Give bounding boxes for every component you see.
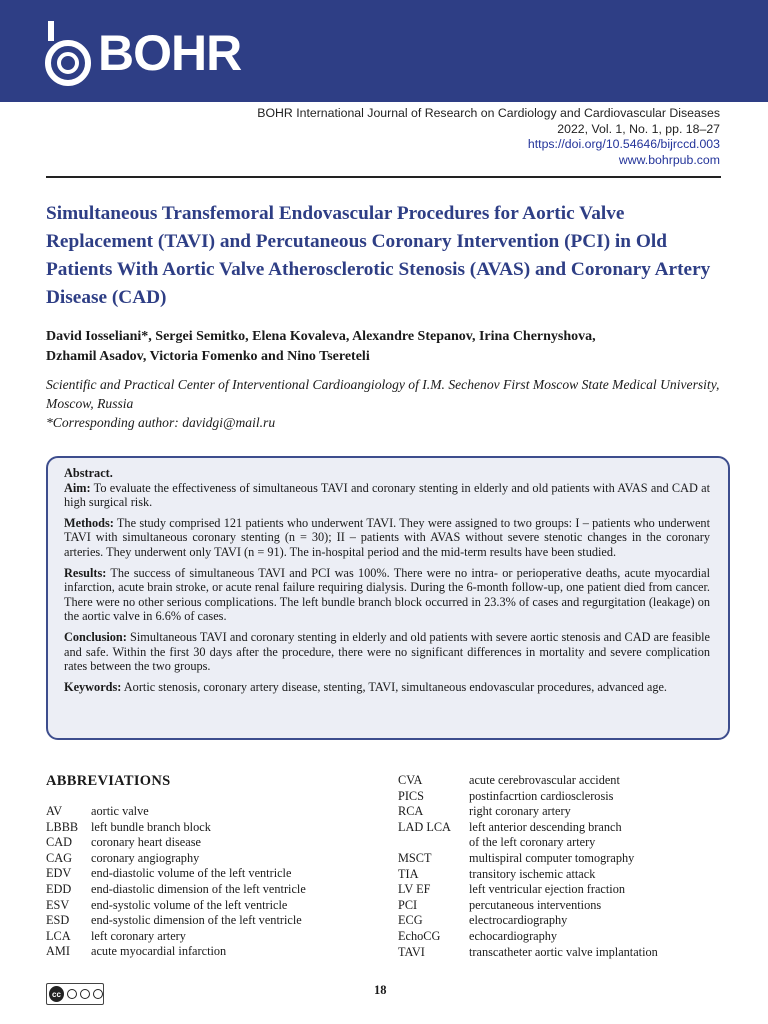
abbreviation-value: right coronary artery <box>469 804 571 819</box>
abbreviation-value: acute cerebrovascular accident <box>469 773 620 787</box>
abbreviation-key: EDD <box>46 881 72 896</box>
abbreviation-key: AMI <box>46 944 70 959</box>
abbreviation-value: end-diastolic volume of the left ventricle <box>91 866 292 881</box>
abbreviation-key: TAVI <box>398 944 425 959</box>
keywords-label: Keywords: <box>64 679 122 694</box>
methods-label: Methods: <box>64 515 114 530</box>
doi-link[interactable]: https://doi.org/10.54646/bijrccd.003 <box>527 137 720 152</box>
abbreviation-row <box>46 882 356 898</box>
abbreviation-key: CAG <box>46 850 72 865</box>
abbreviation-row <box>398 835 728 851</box>
abbreviation-value: of the left coronary artery <box>469 835 596 850</box>
abbreviation-value: end-systolic volume of the left ventricle <box>91 897 288 912</box>
abbreviation-value: transitory ischemic attack <box>469 866 596 881</box>
aim-label: Aim: <box>64 480 91 495</box>
abbreviation-row <box>398 789 728 805</box>
abbreviation-key: EDV <box>46 866 72 881</box>
abbreviations-left-column <box>46 804 356 960</box>
abbreviation-key: PCI <box>398 897 418 912</box>
abbreviation-row <box>46 851 356 867</box>
abbreviation-row <box>398 898 728 914</box>
abbreviations-heading: ABBREVIATIONS <box>46 773 171 789</box>
abbreviation-row <box>398 913 728 929</box>
nd-icon <box>93 989 103 999</box>
abbreviation-key: ESD <box>46 913 70 928</box>
abbreviation-row <box>398 820 728 836</box>
abstract-heading: Abstract. <box>64 466 113 480</box>
abbreviation-value: left ventricular ejection fraction <box>469 882 626 897</box>
abbreviation-value: left anterior descending branch <box>469 819 622 834</box>
abbreviation-key: PICS <box>398 788 424 803</box>
abbreviation-key: CAD <box>46 835 72 850</box>
journal-issue: 2022, Vol. 1, No. 1, pp. 18–27 <box>557 121 720 136</box>
header-banner <box>0 0 768 102</box>
abbreviation-value: end-systolic dimension of the left ventricle <box>91 913 302 928</box>
abbreviation-key <box>398 835 469 851</box>
license-terms-icons <box>67 989 103 999</box>
abbreviation-key: EchoCG <box>398 928 441 943</box>
abbreviation-value: electrocardiography <box>469 913 568 928</box>
abbreviation-key: CVA <box>398 773 423 787</box>
abbreviation-row <box>46 820 356 836</box>
abbreviation-value: aortic valve <box>91 804 149 818</box>
author-list <box>46 327 726 367</box>
logo-text: BOHR <box>98 25 242 81</box>
cc-logo-icon: cc <box>49 986 64 1002</box>
keywords-text: Aortic stenosis, coronary artery disease, stenting, TAVI, simultaneous endovascular procedures, advanced age. <box>121 679 667 694</box>
article-title: Simultaneous Transfemoral Endovascular Procedures for Aortic Valve Replacement (TAVI) and Percutaneous Coronary Intervention (PCI) in Old Patients With Aortic Valve Atherosclerotic Stenosis (AVAS) and Coronary Artery Disease (CAD) <box>46 203 711 308</box>
abbreviation-row <box>398 773 728 789</box>
journal-name: BOHR International Journal of Research on Cardiology and Cardiovascular Diseases <box>257 106 720 120</box>
abbreviation-key: RCA <box>398 804 424 819</box>
abbreviation-row <box>398 867 728 883</box>
abbreviation-value: left bundle branch block <box>91 819 211 834</box>
header-rule <box>46 176 721 178</box>
abbreviation-key: MSCT <box>398 850 432 865</box>
abbreviation-key: LV EF <box>398 882 431 897</box>
abbreviation-value: transcatheter aortic valve implantation <box>469 944 658 959</box>
authors-line-2: Dzhamil Asadov, Victoria Fomenko and Nino Tsereteli <box>46 349 370 364</box>
abbreviation-value: postinfacrtion cardiosclerosis <box>469 788 614 803</box>
abbreviation-row <box>398 851 728 867</box>
abbreviation-value: acute myocardial infarction <box>91 944 227 959</box>
affiliation: Scientific and Practical Center of Interventional Cardioangiology of I.M. Sechenov First Moscow State Medical University, Moscow, Russia <box>46 377 720 411</box>
results-text: The success of simultaneous TAVI and PCI was 100%. There were no intra- or perioperative deaths, acute myocardial infarction, acute brain stroke, or acute renal failure requiring dialysis. During the 6-month follow-up, one patient died from cancer. There were no other serious complications. The left bundle branch block occurred in 23.3% of cases and regurgitation (leakage) on the aortic valve in 6.6% of cases. <box>64 565 710 624</box>
affiliation-block <box>46 375 726 432</box>
abbreviation-row <box>46 913 356 929</box>
abbreviation-key: ECG <box>398 913 423 928</box>
abbreviation-value: percutaneous interventions <box>469 897 602 912</box>
by-icon <box>67 989 77 999</box>
abbreviation-row <box>46 866 356 882</box>
abbreviation-value: left coronary artery <box>91 928 186 943</box>
abbreviation-row <box>46 929 356 945</box>
abbreviation-row <box>46 804 356 820</box>
abbreviation-key: AV <box>46 804 63 818</box>
abbreviation-key: ESV <box>46 897 70 912</box>
conclusion-text: Simultaneous TAVI and coronary stenting in elderly and old patients with severe aortic stenosis and CAD are feasible and safe. Within the first 30 days after the procedure, there were no significant differences in mortality and severe complication rates between the two groups. <box>64 629 710 674</box>
authors-line-1: David Iosseliani*, Sergei Semitko, Elena Kovaleva, Alexandre Stepanov, Irina Chernyshova, <box>46 329 596 344</box>
abbreviation-row <box>398 945 728 961</box>
abbreviation-row <box>398 804 728 820</box>
abbreviation-key: LBBB <box>46 819 79 834</box>
journal-info <box>257 106 720 168</box>
website-link[interactable]: www.bohrpub.com <box>618 152 720 167</box>
abbreviation-key: LAD LCA <box>398 819 451 834</box>
abbreviation-value: multispiral computer tomography <box>469 850 635 865</box>
bohr-logo <box>44 19 241 87</box>
abbreviation-row <box>46 898 356 914</box>
abbreviation-value: end-diastolic dimension of the left ventricle <box>91 881 306 896</box>
abbreviation-value: coronary heart disease <box>91 835 201 850</box>
abbreviation-value: coronary angiography <box>91 850 200 865</box>
page-number: 18 <box>374 983 387 997</box>
abbreviation-row <box>46 835 356 851</box>
abbreviation-row <box>398 882 728 898</box>
nc-icon <box>80 989 90 999</box>
abbreviation-key: LCA <box>46 928 71 943</box>
abbreviations-right-column <box>398 773 728 960</box>
results-label: Results: <box>64 565 107 580</box>
abbreviation-value: echocardiography <box>469 928 558 943</box>
conclusion-label: Conclusion: <box>64 629 127 644</box>
methods-text: The study comprised 121 patients who underwent TAVI. They were assigned to two groups: I – patients who underwent TAVI with simultaneous coronary stenting (n = 30); II – patients with AVAS without severe stenotic changes in the coronary arteries. They underwent only TAVI (n = 91). The in-hospital period and the mid-term results have been studied. <box>64 515 710 559</box>
abbreviation-key: TIA <box>398 866 419 881</box>
bohr-logo-icon <box>44 19 92 87</box>
corresponding-author: *Corresponding author: davidgi@mail.ru <box>46 415 276 430</box>
creative-commons-badge[interactable] <box>46 983 104 1005</box>
abbreviation-row <box>46 944 356 960</box>
aim-text: To evaluate the effectiveness of simultaneous TAVI and coronary stenting in elderly and old patients with AVAS and CAD at high surgical risk. <box>64 480 710 510</box>
abbreviation-row <box>398 929 728 945</box>
abstract-box <box>46 456 730 740</box>
